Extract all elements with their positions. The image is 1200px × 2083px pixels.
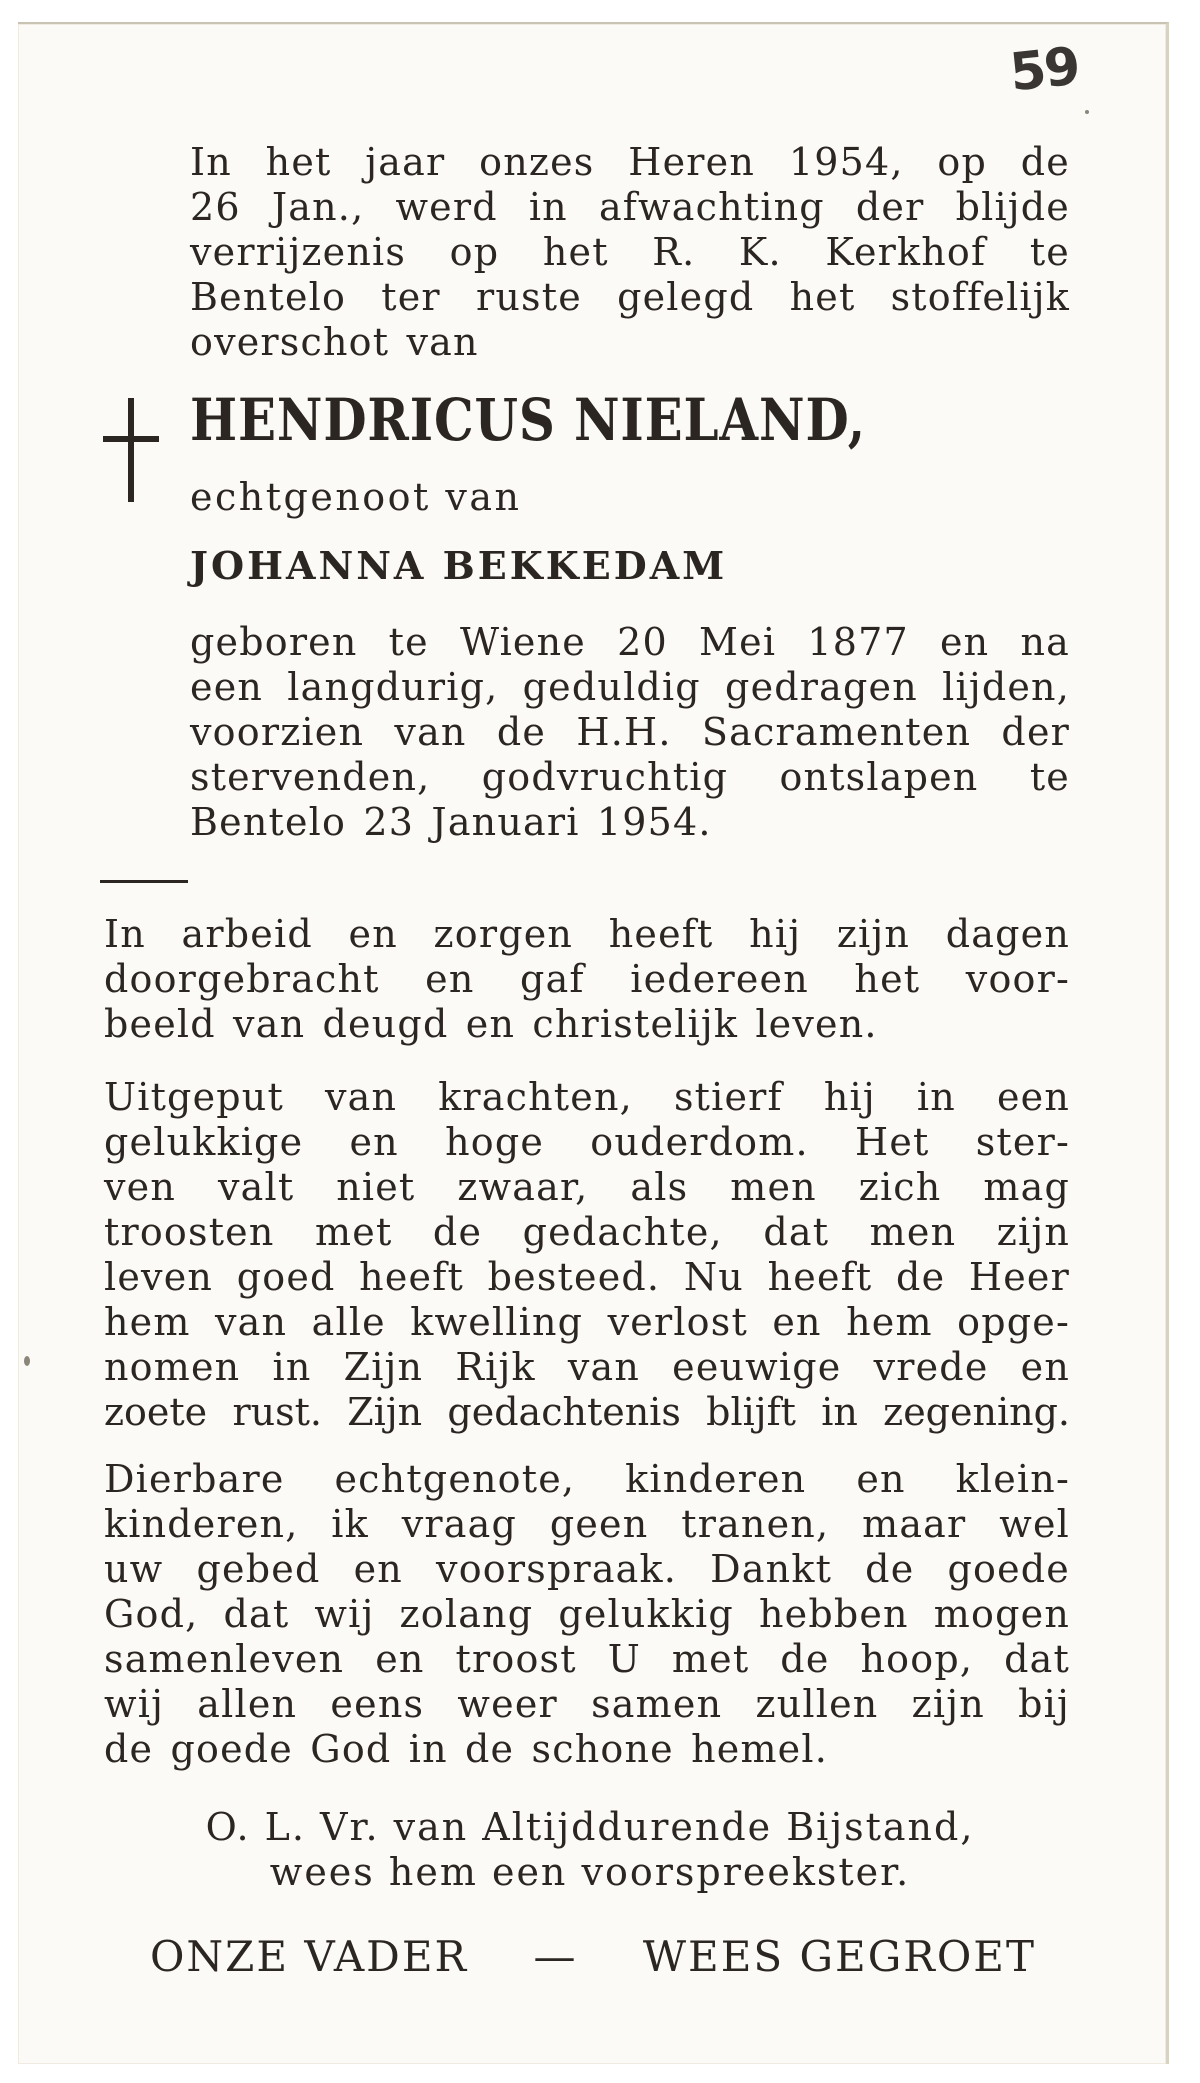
- birth-line: een langdurig, geduldig gedragen lijden,: [190, 665, 1070, 709]
- cross-icon: [103, 398, 159, 502]
- birth-line: geboren te Wiene 20 Mei 1877 en na: [190, 620, 1070, 664]
- paragraph-line: Dierbare echtgenote, kinderen en klein-: [104, 1457, 1070, 1501]
- intro-line: overschot van: [190, 320, 479, 364]
- prayer-line: O. L. Vr. van Altijddurende Bijstand,: [205, 1805, 975, 1849]
- paragraph-line: uw gebed en voorspraak. Dankt de goede: [104, 1547, 1070, 1591]
- birth-line: voorzien van de H.H. Sacramenten der: [190, 710, 1070, 754]
- paragraph-line: God, dat wij zolang gelukkig hebben mogen: [104, 1592, 1070, 1636]
- spouse-of-label: echtgenoot van: [190, 475, 522, 519]
- paragraph-line: zoete rust. Zijn gedachtenis blijft in zegening.: [104, 1390, 1070, 1434]
- intro-line: 26 Jan., werd in afwachting der blijde: [190, 185, 1070, 229]
- paragraph-line: Uitgeput van krachten, stierf hij in een: [104, 1075, 1070, 1119]
- speck: [1085, 110, 1089, 114]
- closing-dash: —: [533, 1932, 578, 1981]
- paragraph-line: troosten met de gedachte, dat men zijn: [104, 1210, 1070, 1254]
- prayer-line: wees hem een voorspreekster.: [269, 1850, 911, 1894]
- paragraph-rest: [104, 1075, 1070, 1435]
- divider: [100, 880, 188, 883]
- paragraph-line: wij allen eens weer samen zullen zijn bij: [104, 1682, 1070, 1726]
- closing-right: WEES GEGROET: [642, 1932, 1036, 1981]
- speck: [24, 1356, 30, 1366]
- paragraph-line: gelukkige en hoge ouderdom. Het ster-: [104, 1120, 1070, 1164]
- paragraph-line: ven valt niet zwaar, als men zich mag: [104, 1165, 1070, 1209]
- birth-line: Bentelo 23 Januari 1954.: [190, 800, 712, 844]
- paragraph-line: doorgebracht en gaf iedereen het voor-: [104, 957, 1070, 1001]
- birth-line: stervenden, godvruchtig ontslapen te: [190, 755, 1070, 799]
- deceased-name: HENDRICUS NIELAND,: [190, 386, 867, 454]
- spouse-name: JOHANNA BEKKEDAM: [190, 543, 728, 588]
- intro-line: In het jaar onzes Heren 1954, op de: [190, 140, 1070, 184]
- closing-prayers: [150, 1932, 1036, 1981]
- paragraph-line: nomen in Zijn Rijk van eeuwige vrede en: [104, 1345, 1070, 1389]
- birth-paragraph: [190, 620, 1070, 845]
- paragraph-line: de goede God in de schone hemel.: [104, 1727, 829, 1771]
- closing-left: ONZE VADER: [150, 1932, 469, 1981]
- paragraph-family: [104, 1457, 1070, 1772]
- paragraph-line: hem van alle kwelling verlost en hem opge-: [104, 1300, 1070, 1344]
- intro-line: Bentelo ter ruste gelegd het stoffelijk: [190, 275, 1070, 319]
- paragraph-line: samenleven en troost U met de hoop, dat: [104, 1637, 1070, 1681]
- intro-paragraph: [190, 140, 1070, 365]
- handwritten-number: 59: [1007, 36, 1082, 104]
- paragraph-labor: [104, 912, 1070, 1047]
- paragraph-line: In arbeid en zorgen heeft hij zijn dagen: [104, 912, 1070, 956]
- paragraph-line: beeld van deugd en christelijk leven.: [104, 1002, 878, 1046]
- intro-line: verrijzenis op het R. K. Kerkhof te: [190, 230, 1070, 274]
- paragraph-line: leven goed heeft besteed. Nu heeft de Heer: [104, 1255, 1070, 1299]
- paragraph-line: kinderen, ik vraag geen tranen, maar wel: [104, 1502, 1070, 1546]
